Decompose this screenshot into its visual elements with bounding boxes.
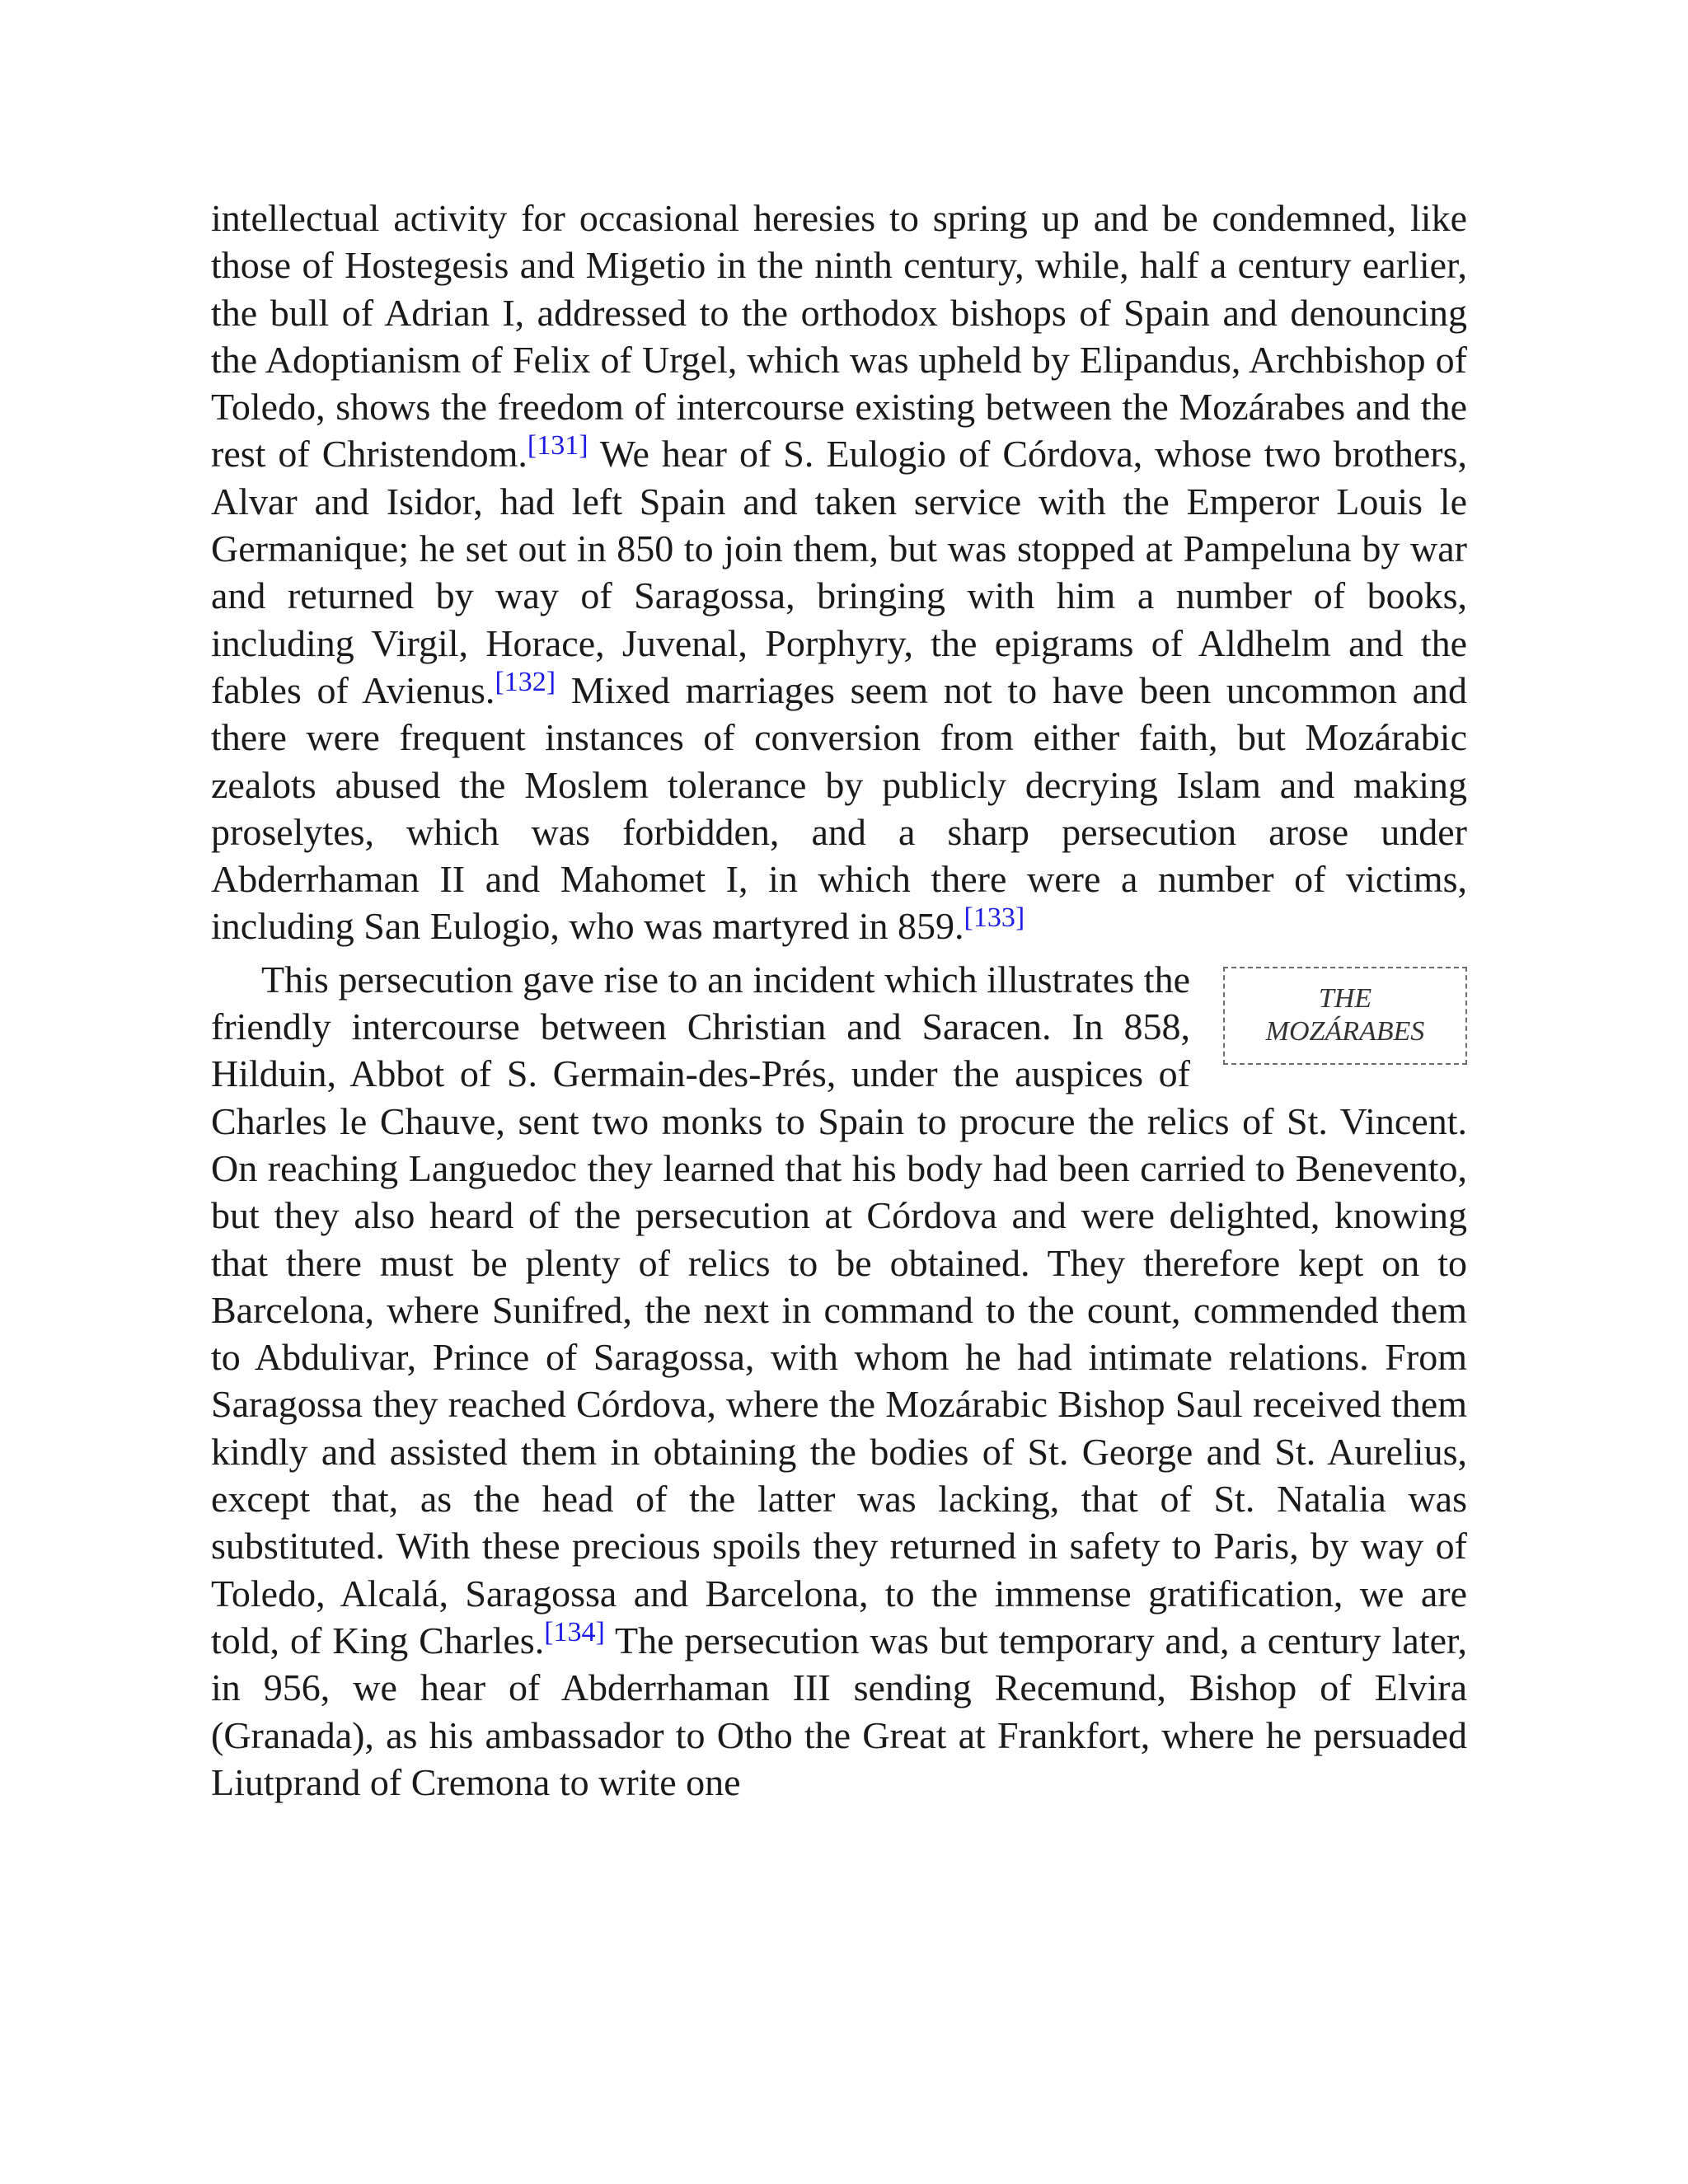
footnote-link-133[interactable]: [133] [964, 902, 1025, 934]
page-body [211, 194, 1467, 1806]
paragraph-2-text-2: The persecution was but temporary and, a century later, in 956, we hear of Abderrhaman III sending Recemund, Bishop of Elvira (Granada), as his ambassador to Otho the Great at Frankfort, where he persuaded Liutprand of Cremona to write one [211, 1619, 1467, 1803]
paragraph-1-text-1: intellectual activity for occasional heresies to spring up and be condemned, like those of Hostegesis and Migetio in the ninth century, while, half a century earlier, the bull of Adrian I, addressed to the orthodox bishops of Spain and denouncing the Adoptianism of Felix of Urgel, which was upheld by Elipandus, Archbishop of Toledo, shows the freedom of intercourse existing between the Mozárabes and the rest of Christendom. [211, 197, 1467, 476]
footnote-link-131[interactable]: [131] [527, 430, 588, 462]
paragraph-1 [211, 194, 1467, 950]
paragraph-2 [211, 956, 1467, 1806]
paragraph-1-text-2: We hear of S. Eulogio of Córdova, whose two brothers, Alvar and Isidor, had left Spain and taken service with the Emperor Louis le Germanique; he set out in 850 to join them, but was stopped at Pampeluna by war and returned by way of Saragossa, bringing with him a number of books, including Virgil, Horace, Juvenal, Porphyry, the epigrams of Aldhelm and the fables of Avienus. [211, 433, 1467, 711]
sidenote-line-1: THE [1318, 983, 1372, 1015]
paragraph-2-text-1: This persecution gave rise to an incident which illustrates the friendly intercourse between Christian and Saracen. In 858, Hilduin, Abbot of S. Germain-des-Prés, under the auspices of Charles le Chauve, sent two monks to Spain to procure the relics of St. Vincent. On reaching Languedoc they learned that his body had been carried to Benevento, but they also heard of the persecution at Córdova and were delighted, knowing that there must be plenty of relics to be obtained. They therefore kept on to Barcelona, where Sunifred, the next in command to the count, commended them to Abdulivar, Prince of Saragossa, with whom he had intimate relations. From Saragossa they reached Córdova, where the Mozárabic Bishop Saul received them kindly and assisted them in obtaining the bodies of St. George and St. Aurelius, except that, as the head of the latter was lacking, that of St. Natalia was substituted. With these precious spoils they returned in safety to Paris, by way of Toledo, Alcalá, Saragossa and Barcelona, to the immense gratification, we are told, of King Charles. [211, 958, 1467, 1661]
footnote-link-134[interactable]: [134] [544, 1616, 605, 1647]
sidenote-the-mozarabes [1223, 967, 1467, 1065]
paragraph-1-text-3: Mixed marriages seem not to have been uncommon and there were frequent instances of conversion from either faith, but Mozárabic zealots abused the Moslem tolerance by publicly decrying Islam and making proselytes, which was forbidden, and a sharp persecution arose under Abderrhaman II and Mahomet I, in which there were a number of victims, including San Eulogio, who was martyred in 859. [211, 668, 1467, 948]
footnote-link-132[interactable]: [132] [495, 666, 556, 697]
sidenote-line-2: MOZÁRABES [1265, 1016, 1425, 1047]
